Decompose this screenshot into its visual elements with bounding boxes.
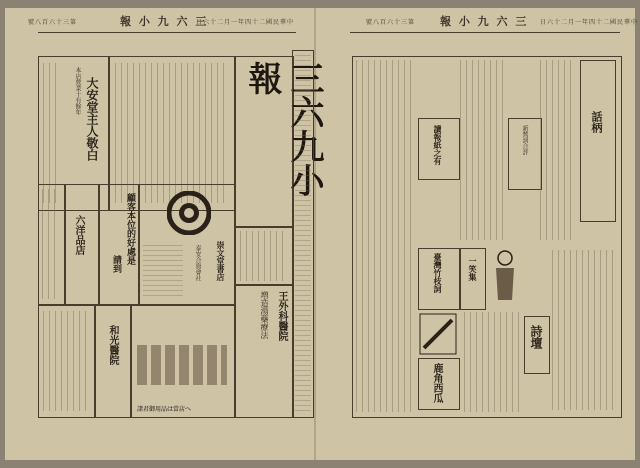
column-b-title: 臺灣竹枝詞	[433, 253, 443, 293]
hospital-name: 王外科醫院	[276, 291, 287, 341]
tea-ad-text-lines	[43, 63, 61, 203]
masthead-box	[234, 56, 324, 228]
hospital-ad	[234, 284, 294, 418]
left-header-title: 報 小 九 六 三	[120, 14, 209, 28]
lower-col-text	[464, 312, 520, 412]
column-a-box	[418, 118, 460, 180]
bookstore-name: 崇文堂書店	[216, 241, 226, 281]
humor-box	[460, 248, 486, 310]
pharmacy-ad	[94, 304, 132, 418]
column-b-box	[418, 248, 460, 310]
notice-text	[240, 231, 286, 281]
grid-ad-box	[130, 304, 236, 418]
poetry-box	[524, 316, 550, 374]
mid-shop-box	[38, 184, 66, 306]
six-ocean-name: 六洋品店	[73, 215, 84, 255]
seal-emblem-icon	[167, 191, 211, 235]
talk-section	[580, 60, 616, 222]
lower-left-ad	[38, 304, 96, 418]
seal-ad-box	[138, 184, 236, 306]
pharmacy-name: 和光醫院	[107, 325, 118, 365]
left-header-rule	[38, 32, 296, 33]
article-text-upper	[115, 63, 228, 203]
talk-title: 話柄	[590, 111, 603, 133]
customer-ad-line1: 顧客本位的好處是	[125, 193, 135, 265]
grid-ad-note: 諸君御用品は當店へ	[137, 406, 192, 413]
notice-b-box	[508, 118, 542, 190]
notice-box	[234, 226, 294, 286]
center-listing-lines	[295, 55, 311, 411]
right-header-rule	[350, 32, 620, 33]
column-a-title: 讀報紙之有	[433, 125, 443, 165]
mid-shop-lines	[42, 189, 60, 299]
figure-caption-box	[418, 358, 460, 410]
humor-title: 一笑集	[468, 257, 478, 281]
right-col-b-text	[460, 60, 504, 240]
masthead-title: 三六九小報	[242, 61, 324, 197]
customer-ad-line3: 請到	[111, 255, 121, 273]
poetry-text	[552, 250, 616, 410]
tea-ad-sub: 本店營業十有餘年	[74, 67, 81, 115]
six-ocean-box	[64, 184, 100, 306]
watermelon-illustration-icon	[418, 312, 458, 356]
lower-left-lines	[43, 311, 91, 411]
right-header-title: 報 小 九 六 三	[440, 14, 529, 28]
figure-illustration-icon	[488, 246, 522, 306]
left-date-line: 日六十二月一年四十二國民華中	[196, 19, 295, 26]
hospital-sub: 増造湯藥療法	[260, 291, 269, 339]
figure-caption: 鹿角西瓜	[431, 363, 442, 403]
left-issue-no: 號八百六十三第	[28, 19, 78, 26]
grid-ad-blocks	[137, 345, 227, 385]
center-listing	[292, 50, 314, 418]
right-date-line: 日六十二月一年四十二國民華中	[540, 19, 639, 26]
tea-ad-title: 大安堂主人敬白	[85, 77, 99, 161]
customer-ad-box	[98, 184, 140, 306]
bank-name: 泰安合資會社	[194, 245, 201, 281]
right-issue-no: 號八百六十三第	[366, 19, 416, 26]
right-col-a-text	[356, 60, 416, 412]
notice-b-title: 新鷲詞合評	[521, 125, 528, 155]
seal-ad-text-left	[143, 245, 183, 299]
right-col-c-text	[540, 60, 576, 240]
poetry-title: 詩壇	[529, 325, 543, 349]
